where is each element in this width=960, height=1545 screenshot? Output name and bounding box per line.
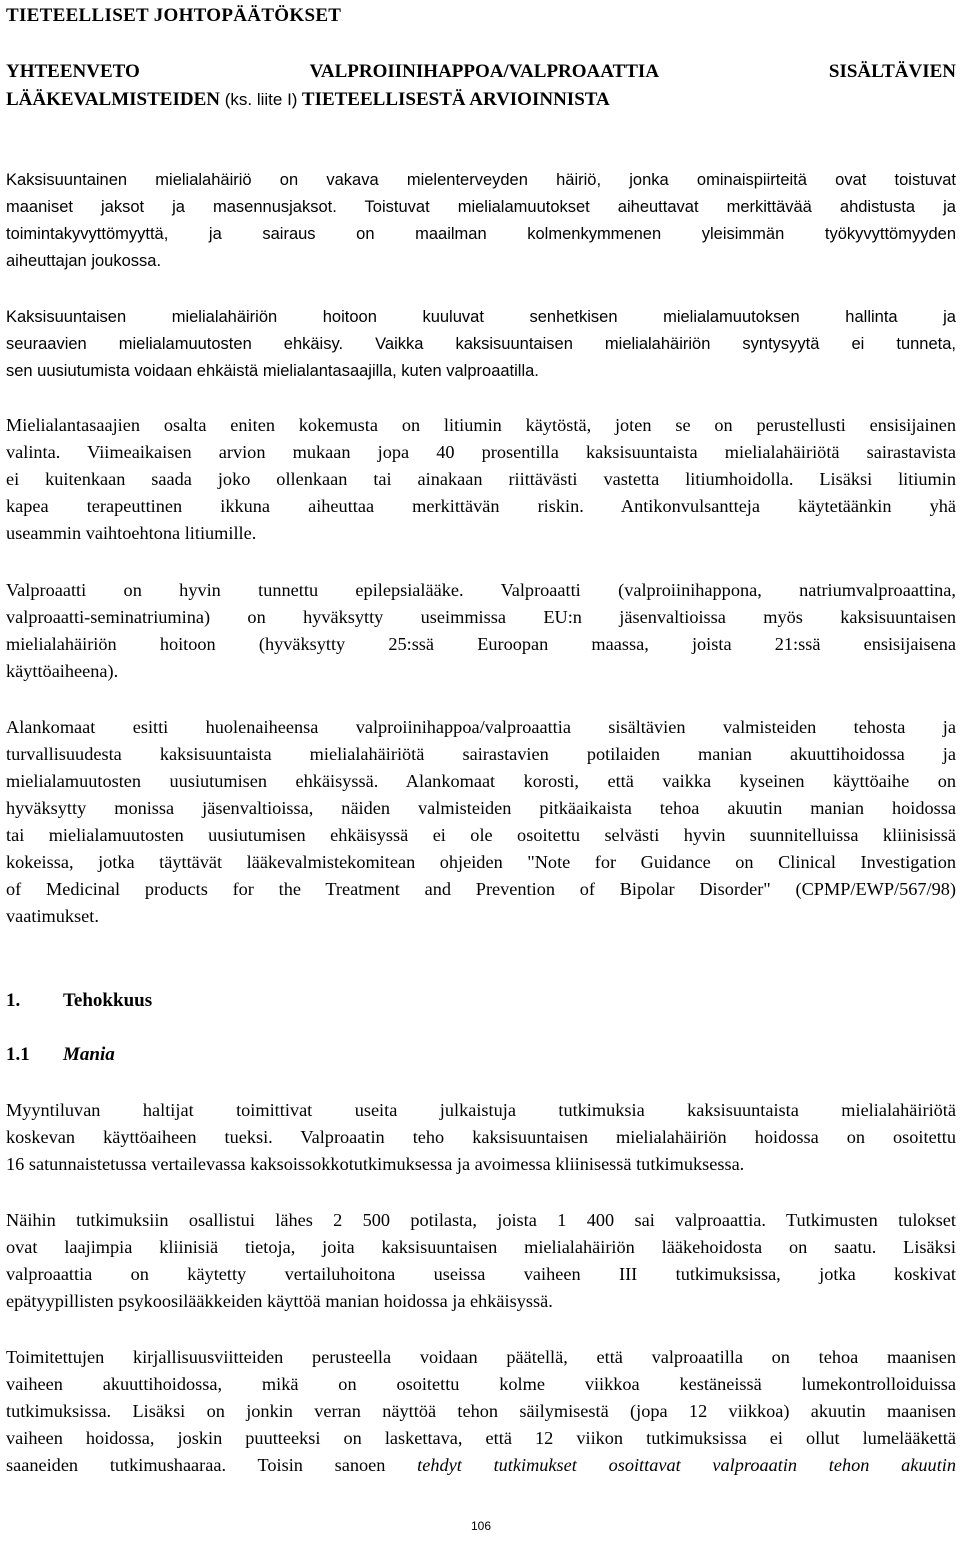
paragraph-8 [6,1344,956,1479]
section-number: 1. [6,990,21,1011]
section-heading-1-1 [6,1042,115,1068]
section-label: Mania [63,1044,115,1065]
page-number: 106 [470,1519,492,1533]
text-line: hyväksytty monissa jäsenvaltioissa, näiden valmisteiden pitkäaikaista tehoa akuutin manian hoidossa [6,798,956,818]
text-plain: saaneiden tutkimushaaraa. Toisin sanoen [6,1455,418,1475]
text-line: maaniset jaksot ja masennusjaksot. Toistuvat mielialamuutokset aiheuttavat merkittävää ahdistusta ja [6,198,956,216]
text-line: useammin vaihtoehtona litiumille. [6,523,257,543]
text-line: kapea terapeuttinen ikkuna aiheuttaa merkittävän riskin. Antikonvulsantteja käytetäänkin yhä [6,496,956,516]
heading-word-1: YHTEENVETO [6,61,140,82]
text-line: epätyypillisten psykoosilääkkeiden käyttöä manian hoidossa ja ehkäisyssä. [6,1291,553,1311]
text-line: Toimitettujen kirjallisuusviitteiden perusteella voidaan päätellä, että valproaatilla on tehoa maanisen [6,1347,956,1367]
heading-word-3: SISÄLTÄVIEN [828,61,956,82]
text-line: vaiheen akuuttihoidossa, mikä on osoitettu kolme viikkoa kestäneissä lumekontrolloiduissa [6,1374,956,1394]
heading-line2-a: LÄÄKEVALMISTEIDEN [6,89,220,110]
heading-word-2: VALPROIINIHAPPOA/VALPROAATTIA [309,61,660,82]
text-line [6,1452,956,1479]
text-line: valproaattia on käytetty vertailuhoitona useissa vaiheen III tutkimuksissa, jotka koskivat [6,1264,956,1284]
text-line: 16 satunnaistetussa vertailevassa kaksoissokkotutkimuksessa ja avoimessa kliinisessä tutkimuksessa. [6,1154,745,1174]
document-title: TIETEELLISET JOHTOPÄÄTÖKSET [6,5,342,26]
paragraph-5 [6,714,956,930]
text-line: sen uusiutumista voidaan ehkäistä mielialantasaajilla, kuten valproaatilla. [6,362,539,380]
heading-line2-c: TIETEELLISESTÄ ARVIOINNISTA [301,89,610,110]
text-italic: tehdyt tutkimukset osoittavat valproaatin tehon akuutin [417,1455,956,1475]
text-line: valproaatti-seminatriumina) on hyväksytty useimmissa EU:n jäsenvaltioissa myös kaksisuuntaisen [6,607,956,627]
text-line: Kaksisuuntainen mielialahäiriö on vakava mielenterveyden häiriö, jonka ominaispiirteitä ovat toistuvat [6,171,956,189]
text-line: tai mielialamuutosten uusiutumisen ehkäisyssä ei ole osoitettu selvästi hyvin suunnitelluissa kliinisissä [6,825,956,845]
paragraph-7 [6,1207,956,1315]
text-line: koskevan käyttöaiheen tueksi. Valproaatin teho kaksisuuntaisen mielialahäiriön hoidossa on osoitettu [6,1127,956,1147]
text-line: valinta. Viimeaikaisen arvion mukaan jopa 40 prosentilla kaksisuuntaista mielialahäiriötä sairastavista [6,442,956,462]
section-heading-1 [6,988,152,1014]
paragraph-3 [6,412,956,547]
text-line: of Medicinal products for the Treatment and Prevention of Bipolar Disorder" (CPMP/EWP/567/98) [6,879,956,899]
text-line: Kaksisuuntaisen mielialahäiriön hoitoon kuuluvat senhetkisen mielialamuutoksen hallinta ja [6,308,956,326]
text-line: ovat laajimpia kliinisiä tietoja, joita kaksisuuntaisen mielialahäiriön lääkehoidosta on saatu. Lisäksi [6,1237,956,1257]
text-line: kokeissa, jotka täyttävät lääkevalmistekomitean ohjeiden "Note for Guidance on Clinical Investigation [6,852,956,872]
text-line: seuraavien mielialamuutosten ehkäisy. Vaikka kaksisuuntaisen mielialahäiriön syntysyytä ei tunneta, [6,335,956,353]
text-line: mielialamuutosten uusiutumisen ehkäisyssä. Alankomaat korosti, että vaikka kyseinen käyttöaihe on [6,771,956,791]
text-line: vaatimukset. [6,906,99,926]
section-label: Tehokkuus [63,990,153,1011]
heading-annex-ref: (ks. liite I) [224,90,298,109]
paragraph-6 [6,1097,956,1178]
summary-heading [6,58,956,114]
text-line: Alankomaat esitti huolenaiheensa valproiinihappoa/valproaattia sisältävien valmisteiden tehosta ja [6,717,956,737]
text-line: Valproaatti on hyvin tunnettu epilepsialääke. Valproaatti (valproiinihappona, natriumvalproaattina, [6,580,956,600]
text-line: turvallisuudesta kaksisuuntaista mielialahäiriötä sairastavien potilaiden manian akuuttihoidossa ja [6,744,956,764]
text-line: Näihin tutkimuksiin osallistui lähes 2 500 potilasta, joista 1 400 sai valproaattia. Tutkimusten tulokset [6,1210,956,1230]
paragraph-4 [6,577,956,685]
text-line: Myyntiluvan haltijat toimittivat useita julkaistuja tutkimuksia kaksisuuntaista mielialahäiriötä [6,1100,956,1120]
text-line: käyttöaiheena). [6,661,119,681]
text-line: toimintakyvyttömyyttä, ja sairaus on maailman kolmenkymmenen yleisimmän työkyvyttömyyden [6,225,956,243]
section-number: 1.1 [6,1044,30,1065]
text-line: mielialahäiriön hoitoon (hyväksytty 25:ssä Euroopan maassa, joista 21:ssä ensisijaisena [6,634,956,654]
text-line: vaiheen hoidossa, joskin puutteeksi on laskettava, että 12 viikon tutkimuksissa ei ollut lumelääkettä [6,1428,956,1448]
text-line: tutkimuksissa. Lisäksi on jonkin verran näyttöä tehon säilymisestä (jopa 12 viikkoa) akuutin maanisen [6,1401,956,1421]
paragraph-1 [6,167,956,275]
text-line: ei kuitenkaan saada joko ollenkaan tai ainakaan riittävästi vastetta litiumhoidolla. Lisäksi litiumin [6,469,956,489]
text-line: Mielialantasaajien osalta eniten kokemusta on litiumin käytöstä, joten se on perustellusti ensisijainen [6,415,956,435]
text-line: aiheuttajan joukossa. [6,252,162,270]
paragraph-2 [6,304,956,385]
